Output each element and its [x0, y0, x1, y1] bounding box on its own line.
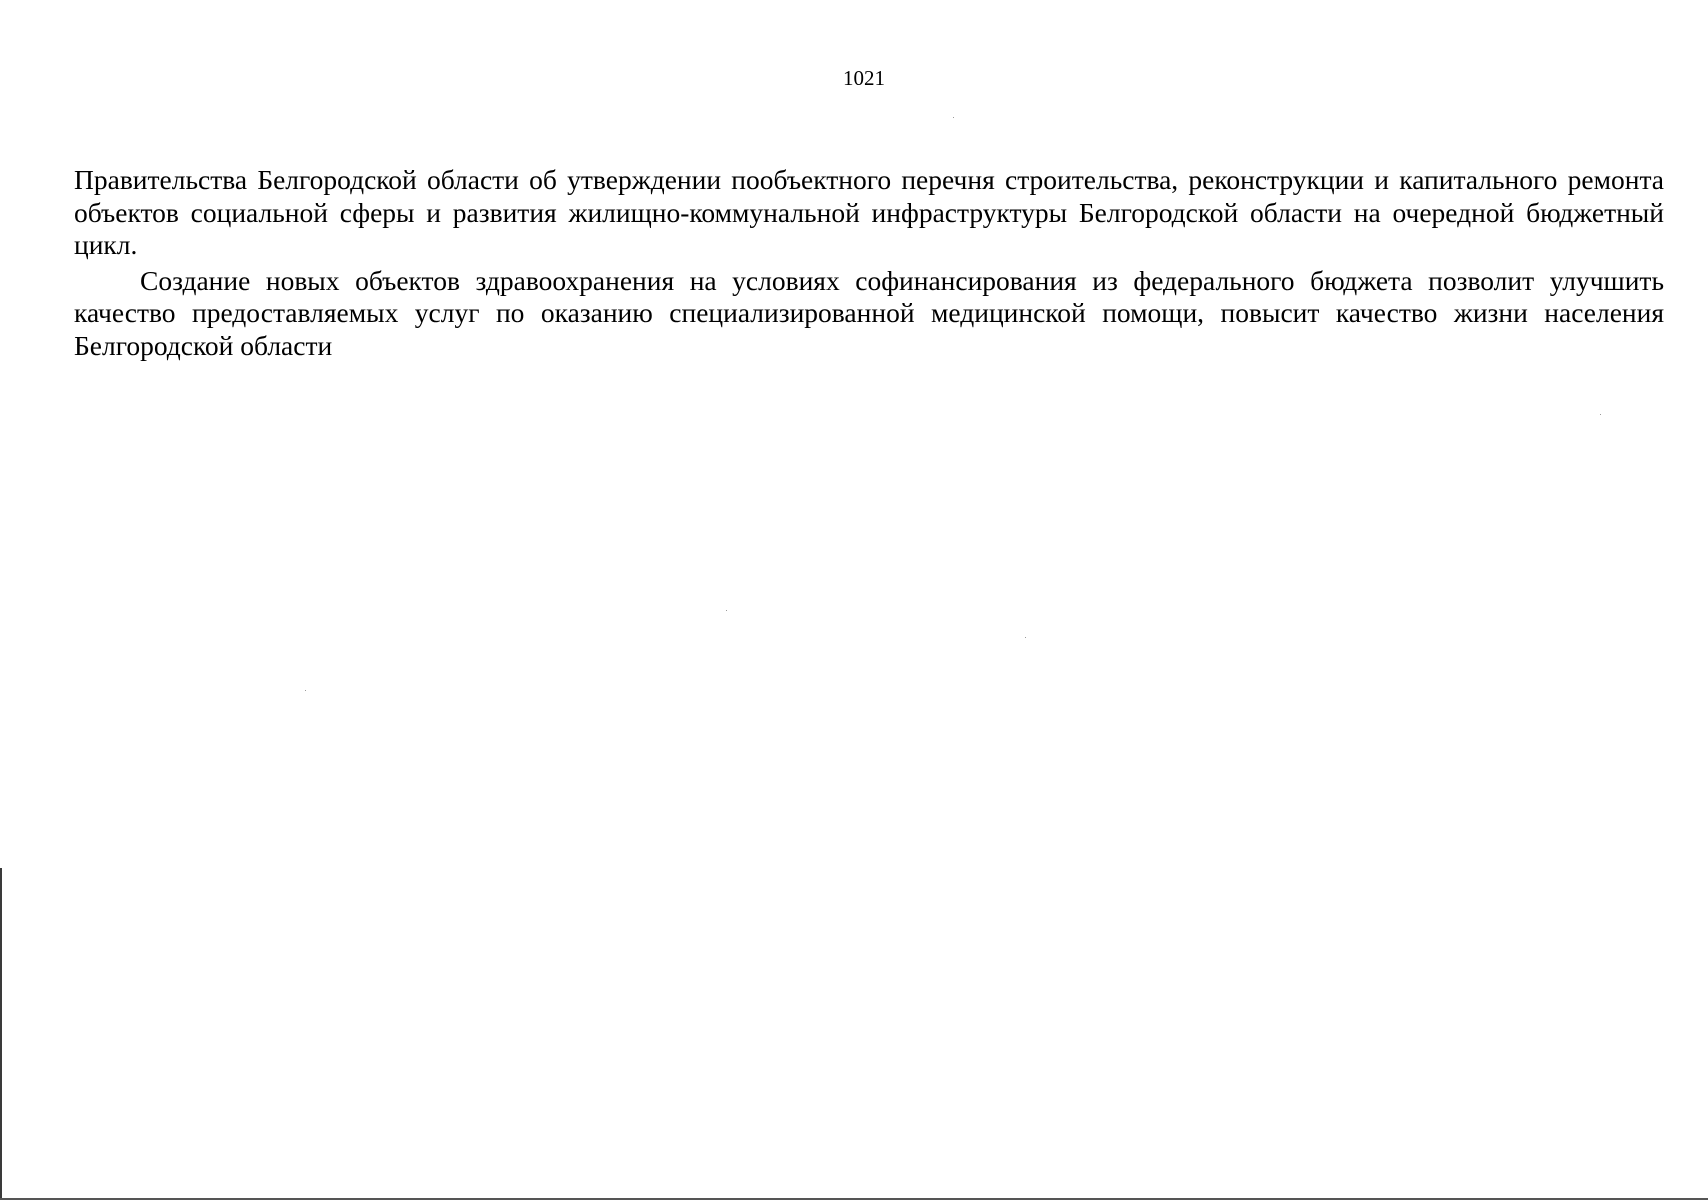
page-number: 1021 — [843, 66, 885, 90]
paragraph-continuation: Правительства Белгородской области об утверждении пообъектного перечня строительства, реконструкции и капитального ремонта объектов социальной сферы и развития жилищно-коммунальной инфраструктуры Белгородской области на очередной бюджетный цикл. — [74, 164, 1664, 260]
scan-speck — [1025, 637, 1026, 638]
body-text — [74, 164, 1664, 365]
scan-speck — [1600, 414, 1601, 415]
scan-speck — [953, 117, 954, 118]
scan-speck — [305, 690, 306, 691]
paragraph-healthcare-objects: Создание новых объектов здравоохранения на условиях софинансирования из федерального бюджета позволит улучшить качество предоставляемых услуг по оказанию специализированной медицинской помощи, повысит качество жизни населения Белгородской области — [74, 264, 1664, 361]
scan-speck — [726, 610, 727, 611]
scan-edge-left — [0, 868, 2, 1200]
